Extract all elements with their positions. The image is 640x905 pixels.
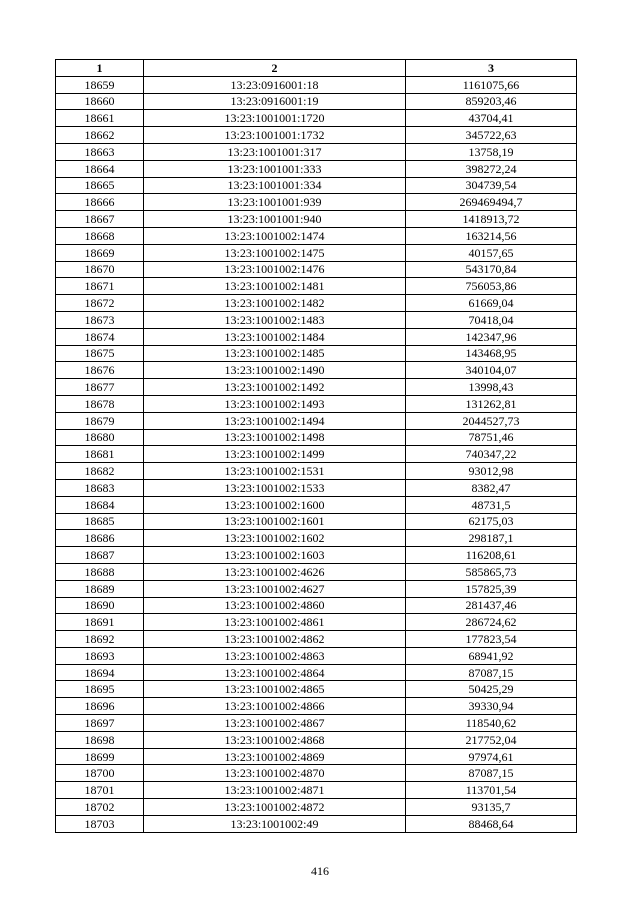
row-number-cell: 18689 [56,580,144,597]
cadastral-number-cell: 13:23:1001002:1531 [144,463,406,480]
row-number-cell: 18671 [56,278,144,295]
cadastral-number-cell: 13:23:1001002:1492 [144,379,406,396]
value-cell: 39330,94 [406,698,577,715]
value-cell: 68941,92 [406,647,577,664]
value-cell: 116208,61 [406,547,577,564]
value-cell: 87087,15 [406,765,577,782]
table-row [56,547,577,564]
table-header [56,60,577,77]
value-cell: 756053,86 [406,278,577,295]
table-row [56,446,577,463]
row-number-cell: 18696 [56,698,144,715]
row-number-cell: 18666 [56,194,144,211]
cadastral-number-cell: 13:23:1001002:1483 [144,311,406,328]
table-row [56,782,577,799]
cadastral-number-cell: 13:23:1001002:1533 [144,479,406,496]
row-number-cell: 18677 [56,379,144,396]
header-row [56,60,577,77]
table-row [56,631,577,648]
table-row [56,227,577,244]
header-cell-2: 2 [144,60,406,77]
value-cell: 40157,65 [406,244,577,261]
row-number-cell: 18685 [56,513,144,530]
table-row [56,395,577,412]
table-row [56,143,577,160]
value-cell: 62175,03 [406,513,577,530]
table-row [56,681,577,698]
cadastral-number-cell: 13:23:1001002:1484 [144,328,406,345]
value-cell: 217752,04 [406,731,577,748]
table-row [56,563,577,580]
row-number-cell: 18680 [56,429,144,446]
table-row [56,177,577,194]
row-number-cell: 18694 [56,664,144,681]
row-number-cell: 18668 [56,227,144,244]
row-number-cell: 18699 [56,748,144,765]
row-number-cell: 18678 [56,395,144,412]
table-row [56,799,577,816]
table-row [56,278,577,295]
table-row [56,765,577,782]
cadastral-number-cell: 13:23:1001001:1732 [144,127,406,144]
cadastral-number-cell: 13:23:1001002:4861 [144,614,406,631]
table-row [56,311,577,328]
value-cell: 8382,47 [406,479,577,496]
value-cell: 78751,46 [406,429,577,446]
value-cell: 304739,54 [406,177,577,194]
row-number-cell: 18667 [56,211,144,228]
table-row [56,328,577,345]
cadastral-number-cell: 13:23:1001001:334 [144,177,406,194]
cadastral-number-cell: 13:23:1001002:4870 [144,765,406,782]
table-row [56,127,577,144]
value-cell: 859203,46 [406,93,577,110]
cadastral-number-cell: 13:23:1001001:939 [144,194,406,211]
table-row [56,698,577,715]
table-row [56,261,577,278]
cadastral-number-cell: 13:23:1001002:4627 [144,580,406,597]
table-row [56,530,577,547]
header-cell-1: 1 [56,60,144,77]
cadastral-number-cell: 13:23:1001002:1493 [144,395,406,412]
cadastral-number-cell: 13:23:1001002:1601 [144,513,406,530]
row-number-cell: 18669 [56,244,144,261]
cadastral-number-cell: 13:23:1001002:4871 [144,782,406,799]
table-row [56,496,577,513]
cadastral-number-cell: 13:23:1001001:333 [144,160,406,177]
value-cell: 2044527,73 [406,412,577,429]
cadastral-number-cell: 13:23:1001002:1482 [144,295,406,312]
table-row [56,244,577,261]
page-number: 416 [311,864,329,878]
table-row [56,513,577,530]
table-row [56,76,577,93]
cadastral-number-cell: 13:23:1001002:1499 [144,446,406,463]
row-number-cell: 18679 [56,412,144,429]
table-row [56,463,577,480]
row-number-cell: 18661 [56,110,144,127]
value-cell: 118540,62 [406,715,577,732]
value-cell: 88468,64 [406,815,577,832]
table-row [56,614,577,631]
cadastral-number-cell: 13:23:1001002:1603 [144,547,406,564]
row-number-cell: 18681 [56,446,144,463]
value-cell: 1161075,66 [406,76,577,93]
value-cell: 48731,5 [406,496,577,513]
cadastral-number-cell: 13:23:1001002:1475 [144,244,406,261]
cadastral-number-cell: 13:23:1001002:4865 [144,681,406,698]
row-number-cell: 18672 [56,295,144,312]
row-number-cell: 18673 [56,311,144,328]
table-row [56,580,577,597]
table-row [56,110,577,127]
table-row [56,93,577,110]
value-cell: 93135,7 [406,799,577,816]
cadastral-number-cell: 13:23:1001002:1498 [144,429,406,446]
row-number-cell: 18670 [56,261,144,278]
row-number-cell: 18698 [56,731,144,748]
row-number-cell: 18692 [56,631,144,648]
value-cell: 269469494,7 [406,194,577,211]
value-cell: 87087,15 [406,664,577,681]
cadastral-number-cell: 13:23:1001002:1494 [144,412,406,429]
table-row [56,345,577,362]
row-number-cell: 18663 [56,143,144,160]
cadastral-number-cell: 13:23:0916001:19 [144,93,406,110]
value-cell: 93012,98 [406,463,577,480]
cadastral-number-cell: 13:23:1001002:4864 [144,664,406,681]
header-cell-3: 3 [406,60,577,77]
cadastral-number-cell: 13:23:1001002:4860 [144,597,406,614]
table-row [56,160,577,177]
table-row [56,748,577,765]
cadastral-number-cell: 13:23:1001002:4872 [144,799,406,816]
table-row [56,295,577,312]
value-cell: 398272,24 [406,160,577,177]
value-cell: 113701,54 [406,782,577,799]
cadastral-number-cell: 13:23:1001002:4862 [144,631,406,648]
cadastral-number-cell: 13:23:1001002:1476 [144,261,406,278]
row-number-cell: 18701 [56,782,144,799]
data-table [55,59,577,833]
cadastral-number-cell: 13:23:1001002:4868 [144,731,406,748]
value-cell: 163214,56 [406,227,577,244]
row-number-cell: 18684 [56,496,144,513]
row-number-cell: 18686 [56,530,144,547]
row-number-cell: 18665 [56,177,144,194]
row-number-cell: 18676 [56,362,144,379]
value-cell: 61669,04 [406,295,577,312]
cadastral-number-cell: 13:23:1001002:1481 [144,278,406,295]
cadastral-number-cell: 13:23:1001002:4869 [144,748,406,765]
table-row [56,412,577,429]
cadastral-number-cell: 13:23:1001001:317 [144,143,406,160]
row-number-cell: 18662 [56,127,144,144]
row-number-cell: 18674 [56,328,144,345]
value-cell: 13758,19 [406,143,577,160]
cadastral-number-cell: 13:23:0916001:18 [144,76,406,93]
cadastral-number-cell: 13:23:1001002:49 [144,815,406,832]
value-cell: 131262,81 [406,395,577,412]
row-number-cell: 18702 [56,799,144,816]
value-cell: 340104,07 [406,362,577,379]
table-row [56,647,577,664]
value-cell: 142347,96 [406,328,577,345]
table-row [56,429,577,446]
value-cell: 143468,95 [406,345,577,362]
row-number-cell: 18659 [56,76,144,93]
value-cell: 157825,39 [406,580,577,597]
table-row [56,211,577,228]
table-row [56,715,577,732]
value-cell: 13998,43 [406,379,577,396]
value-cell: 281437,46 [406,597,577,614]
cadastral-number-cell: 13:23:1001002:1600 [144,496,406,513]
row-number-cell: 18703 [56,815,144,832]
table-row [56,731,577,748]
value-cell: 43704,41 [406,110,577,127]
value-cell: 345722,63 [406,127,577,144]
value-cell: 585865,73 [406,563,577,580]
cadastral-number-cell: 13:23:1001002:4867 [144,715,406,732]
row-number-cell: 18682 [56,463,144,480]
row-number-cell: 18675 [56,345,144,362]
table-row [56,597,577,614]
cadastral-number-cell: 13:23:1001001:940 [144,211,406,228]
cadastral-number-cell: 13:23:1001002:4866 [144,698,406,715]
value-cell: 298187,1 [406,530,577,547]
value-cell: 286724,62 [406,614,577,631]
row-number-cell: 18687 [56,547,144,564]
cadastral-number-cell: 13:23:1001002:4863 [144,647,406,664]
row-number-cell: 18688 [56,563,144,580]
table-row [56,362,577,379]
cadastral-number-cell: 13:23:1001002:1474 [144,227,406,244]
row-number-cell: 18690 [56,597,144,614]
value-cell: 1418913,72 [406,211,577,228]
row-number-cell: 18691 [56,614,144,631]
value-cell: 70418,04 [406,311,577,328]
row-number-cell: 18697 [56,715,144,732]
row-number-cell: 18695 [56,681,144,698]
value-cell: 50425,29 [406,681,577,698]
table-body [56,76,577,832]
row-number-cell: 18700 [56,765,144,782]
cadastral-number-cell: 13:23:1001002:1490 [144,362,406,379]
table-row [56,379,577,396]
value-cell: 177823,54 [406,631,577,648]
table-row [56,664,577,681]
row-number-cell: 18683 [56,479,144,496]
cadastral-number-cell: 13:23:1001002:1485 [144,345,406,362]
row-number-cell: 18664 [56,160,144,177]
table-row [56,479,577,496]
value-cell: 97974,61 [406,748,577,765]
cadastral-number-cell: 13:23:1001002:4626 [144,563,406,580]
cadastral-number-cell: 13:23:1001001:1720 [144,110,406,127]
value-cell: 543170,84 [406,261,577,278]
row-number-cell: 18693 [56,647,144,664]
value-cell: 740347,22 [406,446,577,463]
table-row [56,194,577,211]
cadastral-number-cell: 13:23:1001002:1602 [144,530,406,547]
table-row [56,815,577,832]
row-number-cell: 18660 [56,93,144,110]
